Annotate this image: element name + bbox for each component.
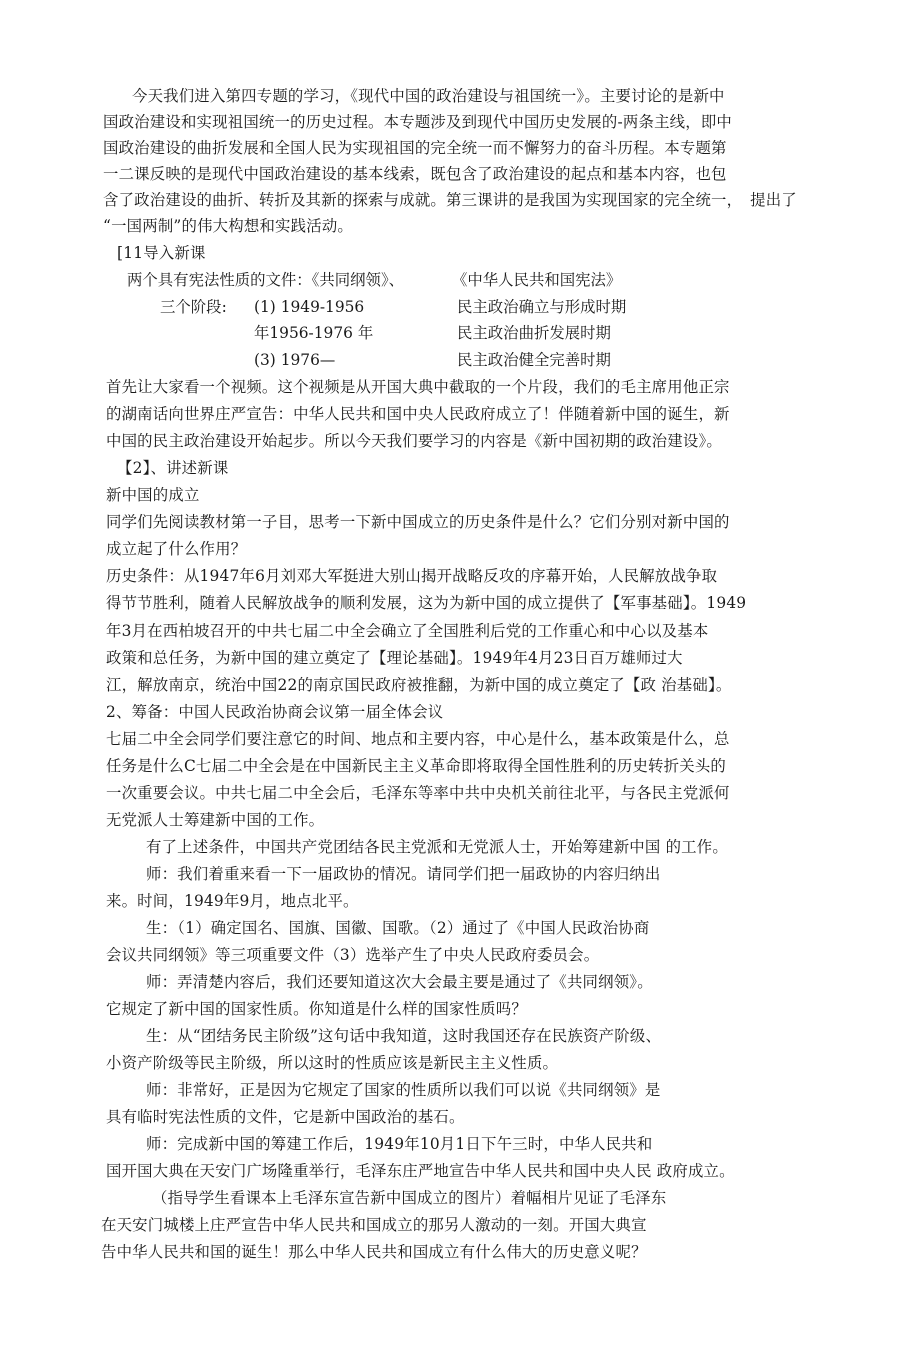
dialogue-line: 告中华人民共和国的诞生！那么中华人民共和国成立有什么伟大的历史意义呢？ bbox=[101, 1243, 647, 1261]
dialogue-line: 会议共同纲领》等三项重要文件（3）选举产生了中央人民政府委员会。 bbox=[106, 946, 600, 964]
dialogue-line: 在天安门城楼上庄严宣告中华人民共和国成立的那另人激动的一刻。开国大典宣 bbox=[101, 1216, 647, 1234]
intro-line: 含了政治建设的曲折、转折及其新的探索与成就。第三课讲的是我国为实现国家的完全统一， 提出了 bbox=[103, 191, 797, 209]
dialogue-line: 师：完成新中国的筹建工作后，1949年10月1日下午三时，中华人民共和 bbox=[146, 1135, 653, 1153]
constitution-title: 《中华人民共和国宪法》 bbox=[452, 271, 622, 289]
paragraph-line: 无党派人士筹建新中国的工作。 bbox=[106, 811, 325, 829]
dialogue-line: 师：非常好，正是因为它规定了国家的性质所以我们可以说《共同纲领》是 bbox=[146, 1081, 661, 1099]
paragraph-line: 的湖南话向世界庄严宣告：中华人民共和国中央人民政府成立了！伴随着新中国的诞生，新 bbox=[106, 405, 730, 423]
paragraph-line: 得节节胜利，随着人民解放战争的顺利发展，这为为新中国的成立提供了【军事基础】。1949 bbox=[106, 594, 747, 612]
dialogue-line: 小资产阶级等民主阶级，所以这时的性质应该是新民主主义性质。 bbox=[106, 1054, 559, 1072]
paragraph-line: 同学们先阅读教材第一子目，思考一下新中国成立的历史条件是什么？它们分别对新中国的 bbox=[106, 513, 730, 531]
stage-period: (1) 1949-1956 bbox=[254, 298, 365, 316]
paragraph-line: 七届二中全会同学们要注意它的时间、地点和主要内容，中心是什么，基本政策是什么，总 bbox=[106, 730, 730, 748]
dialogue-line: 它规定了新中国的国家性质。你知道是什么样的国家性质吗？ bbox=[106, 1000, 527, 1018]
dialogue-line: 师：我们着重来看一下一届政协的情况。请同学们把一届政协的内容归纳出 bbox=[146, 865, 661, 883]
dialogue-line: 生：从“团结务民主阶级”这句话中我知道，这时我国还存在民族资产阶级、 bbox=[146, 1027, 662, 1045]
dialogue-line: （指导学生看课本上毛泽东宣告新中国成立的图片）着幅相片见证了毛泽东 bbox=[152, 1189, 667, 1207]
stage-description: 民主政治曲折发展时期 bbox=[457, 324, 611, 342]
intro-line: 今天我们进入第四专题的学习，《现代中国的政治建设与祖国统一》。主要讨论的是新中 bbox=[132, 87, 725, 105]
paragraph-line: 政策和总任务，为新中国的建立奠定了【理论基础】。1949年4月23日百万雄师过大 bbox=[106, 649, 683, 667]
stages-label: 三个阶段: bbox=[160, 298, 227, 316]
dialogue-line: 来。时间，1949年9月，地点北平。 bbox=[106, 892, 359, 910]
section-heading-intro: [11导入新课 bbox=[117, 244, 206, 262]
paragraph-line: 一次重要会议。中共七届二中全会后，毛泽东等率中共中央机关前往北平，与各民主党派何 bbox=[106, 784, 730, 802]
stage-description: 民主政治健全完善时期 bbox=[457, 351, 611, 369]
paragraph-line: 历史条件：从1947年6月刘邓大军挺进大别山揭开战略反攻的序幕开始，人民解放战争取 bbox=[106, 567, 718, 585]
paragraph-line: 中国的民主政治建设开始起步。所以今天我们要学习的内容是《新中国初期的政治建设》。 bbox=[106, 432, 722, 450]
section-heading-lecture: 【2】、讲述新课 bbox=[117, 459, 229, 477]
paragraph-line: 江，解放南京，统治中国22的南京国民政府被推翻，为新中国的成立奠定了【政 治基础】。 bbox=[106, 676, 732, 694]
paragraph-line: 任务是什么C七届二中全会是在中国新民主主义革命即将取得全国性胜利的历史转折关头的 bbox=[106, 757, 727, 775]
paragraph-line: 首先让大家看一个视频。这个视频是从开国大典中截取的一个片段，我们的毛主席用他正宗 bbox=[106, 378, 730, 396]
paragraph-line: 成立起了什么作用？ bbox=[106, 540, 247, 558]
dialogue-line: 具有临时宪法性质的文件，它是新中国政治的基石。 bbox=[106, 1108, 465, 1126]
intro-line: 国政治建设的曲折发展和全国人民为实现祖国的完全统一而不懈努力的奋斗历程。本专题第 bbox=[103, 139, 727, 157]
dialogue-line: 国开国大典在天安门广场隆重举行，毛泽东庄严地宣告中华人民共和国中央人民 政府成立。 bbox=[106, 1162, 735, 1180]
stage-period: (3) 1976— bbox=[254, 351, 336, 369]
intro-line: 一二课反映的是现代中国政治建设的基本线索，既包含了政治建设的起点和基本内容，也包 bbox=[103, 165, 727, 183]
paragraph-line: 年3月在西柏坡召开的中共七届二中全会确立了全国胜利后党的工作重心和中心以及基本 bbox=[106, 622, 709, 640]
dialogue-line: 有了上述条件，中国共产党团结各民主党派和无党派人士，开始筹建新中国 的工作。 bbox=[146, 838, 728, 856]
stage-period: 年1956-1976 年 bbox=[254, 324, 374, 342]
intro-line: “一国两制”的伟大构想和实践活动。 bbox=[103, 217, 353, 235]
dialogue-line: 生：（1）确定国名、国旗、国徽、国歌。（2）通过了《中国人民政治协商 bbox=[146, 919, 650, 937]
preparation-heading: 2、筹备：中国人民政治协商会议第一届全体会议 bbox=[106, 703, 444, 721]
documents-label: 两个具有宪法性质的文件：《共同纲领》、 bbox=[127, 271, 405, 289]
subheading: 新中国的成立 bbox=[106, 486, 200, 504]
intro-line: 国政治建设和实现祖国统一的历史过程。本专题涉及到现代中国历史发展的-两条主线，即中 bbox=[103, 113, 733, 131]
stage-description: 民主政治确立与形成时期 bbox=[457, 298, 627, 316]
dialogue-line: 师：弄清楚内容后，我们还要知道这次大会最主要是通过了《共同纲领》。 bbox=[146, 973, 653, 991]
